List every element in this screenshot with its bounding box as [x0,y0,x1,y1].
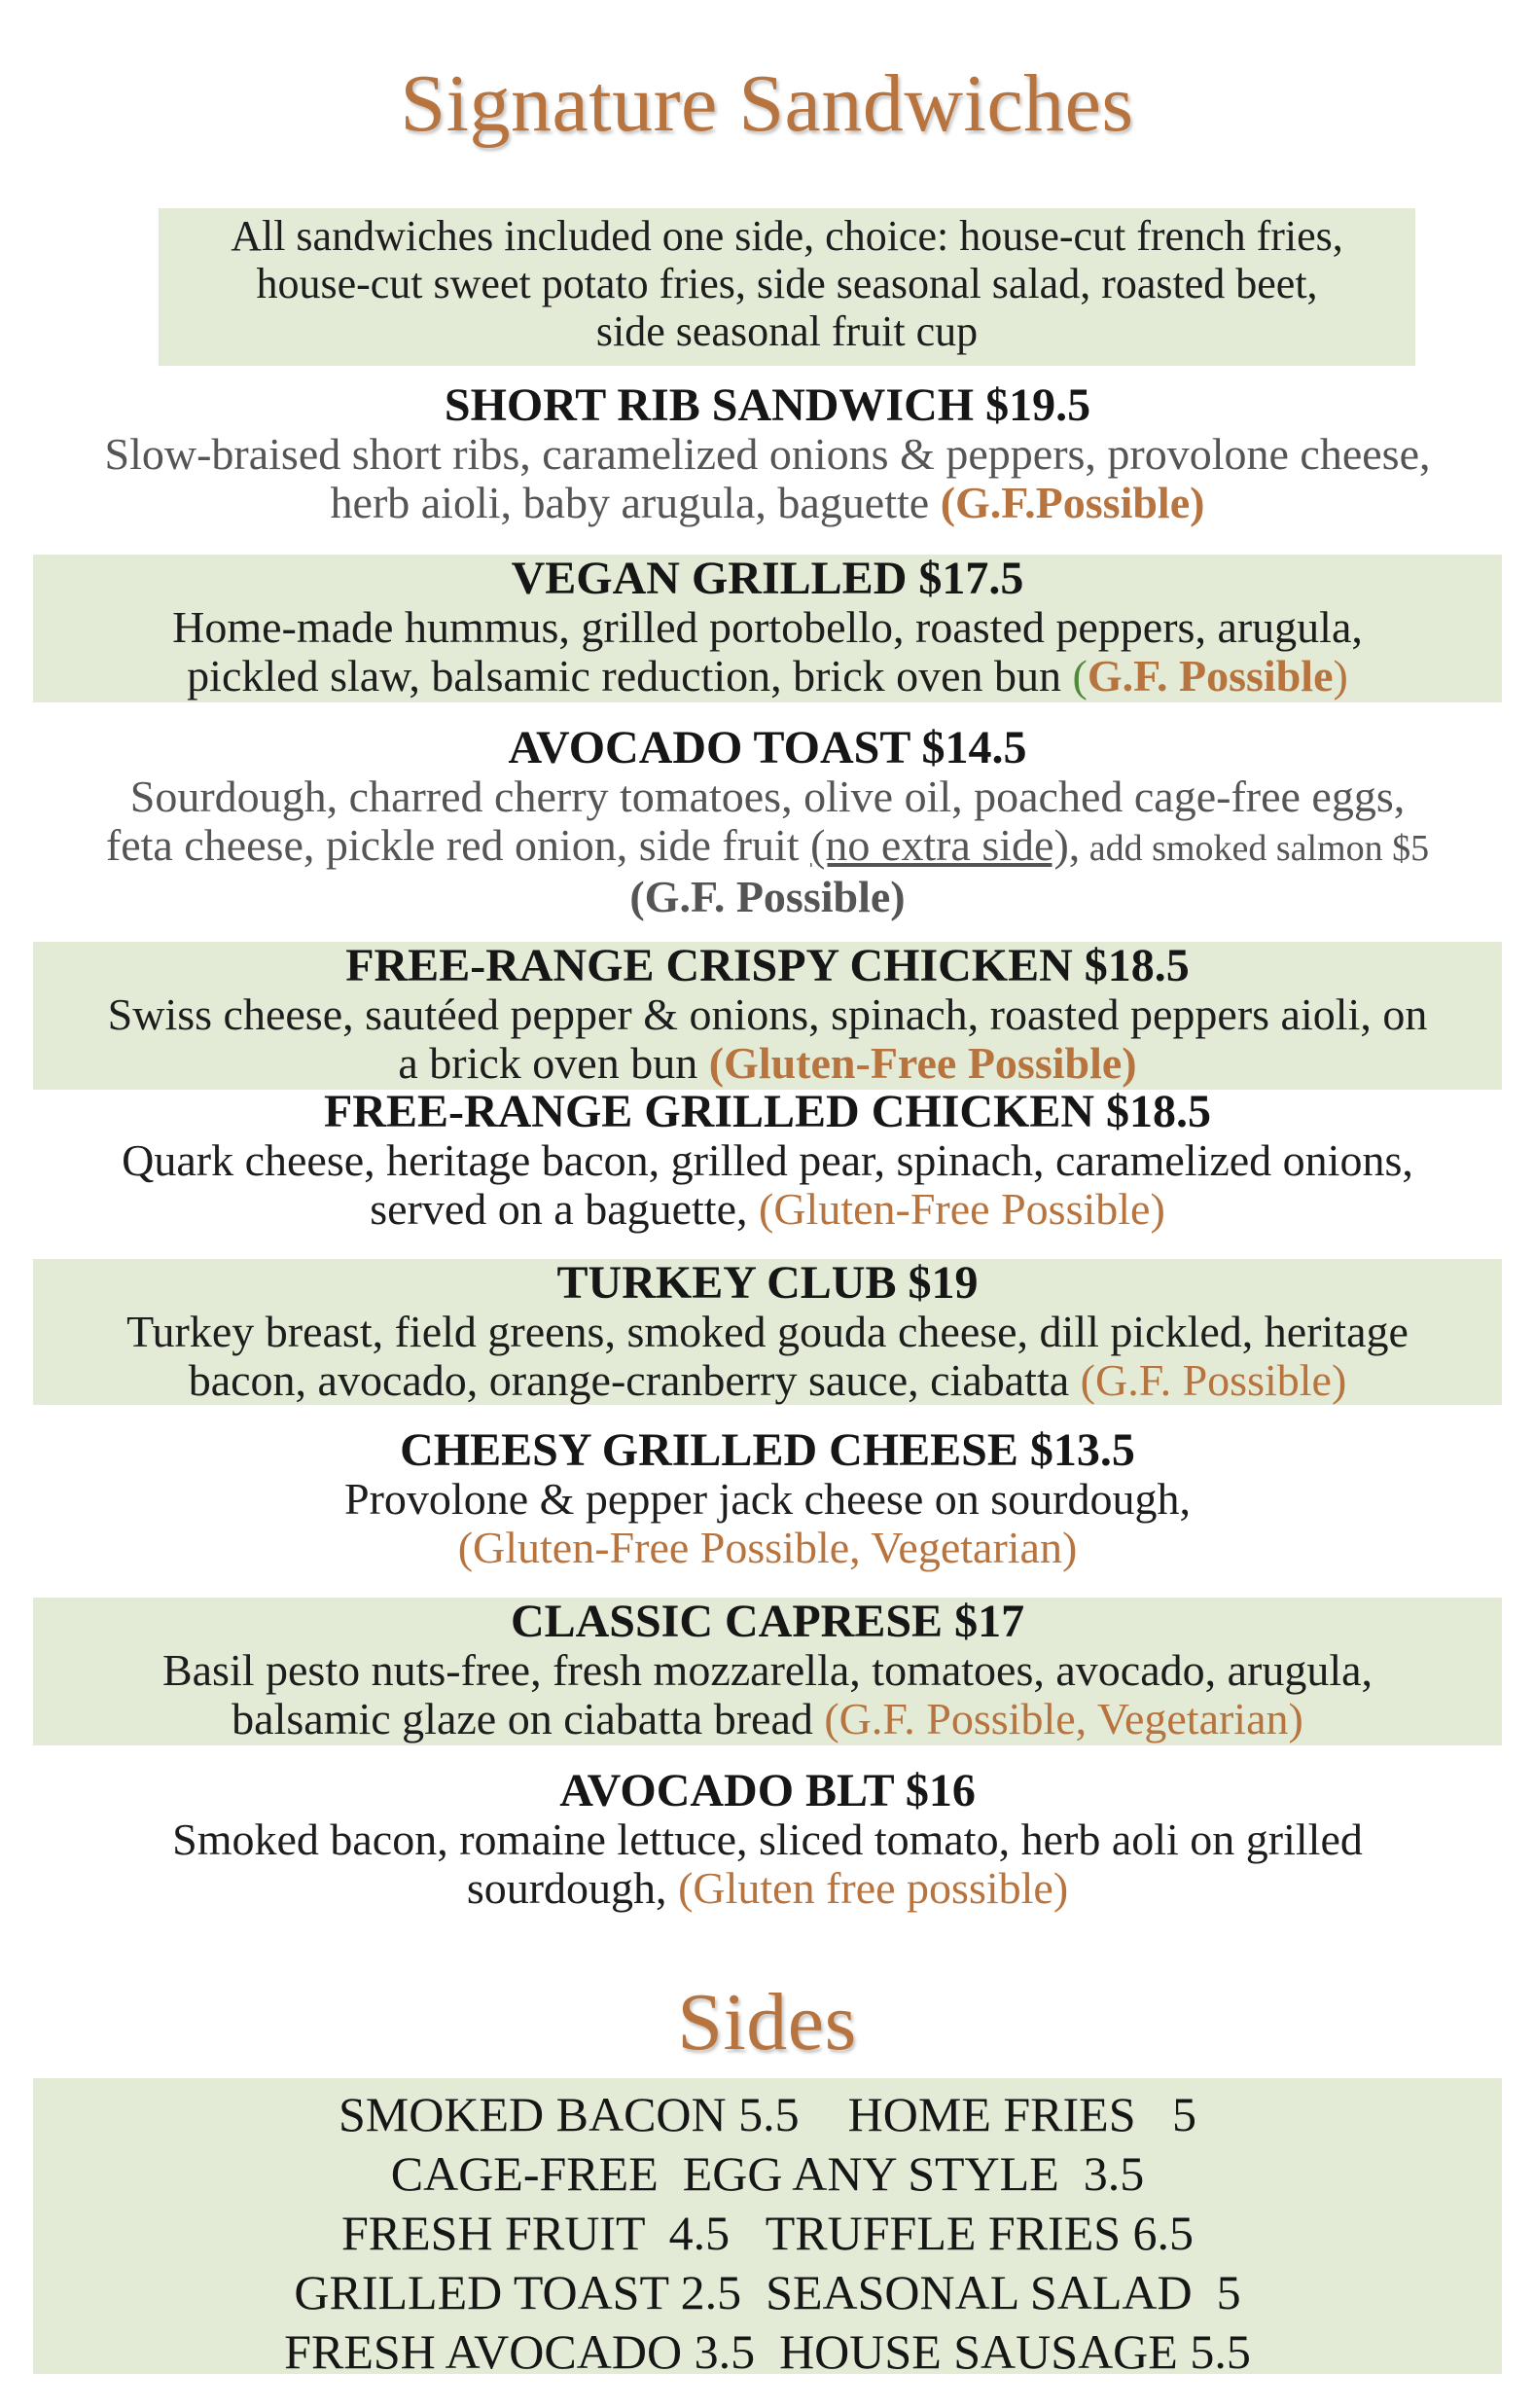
item-description: bacon, avocado, orange-cranberry sauce, ciabatta (G.F. Possible) [188,1355,1347,1405]
item-description: Turkey breast, field greens, smoked gouda cheese, dill pickled, heritage [126,1307,1409,1356]
item-description: Basil pesto nuts-free, fresh mozzarella, tomatoes, avocado, arugula, [161,1645,1373,1695]
item-title: AVOCADO BLT $16 [559,1765,976,1816]
item-title: FREE-RANGE CRISPY CHICKEN $18.5 [345,940,1190,991]
menu-item-cheesy-grilled-cheese [33,1426,1502,1574]
item-description: Provolone & pepper jack cheese on sourdough, [344,1474,1191,1524]
item-description: Sourdough, charred cherry tomatoes, olive oil, poached cage-free eggs, [129,772,1406,821]
item-description: balsamic glaze on ciabatta bread (G.F. Possible, Vegetarian) [232,1694,1303,1743]
item-title: CHEESY GRILLED CHEESE $13.5 [400,1424,1135,1476]
item-title: TURKEY CLUB $19 [556,1257,979,1309]
menu-item-avocado-toast [33,724,1502,924]
item-description: pickled slaw, balsamic reduction, brick oven bun (G.F. Possible) [187,651,1348,701]
item-description: Swiss cheese, sautéed pepper & onions, spinach, roasted peppers aioli, on [107,989,1428,1039]
gluten-free-note: (Gluten-Free Possible) [759,1184,1165,1234]
item-description: a brick oven bun (Gluten-Free Possible) [398,1038,1137,1088]
sides-row: GRILLED TOAST 2.5 SEASONAL SALAD 5 [294,2265,1241,2319]
item-description: Quark cheese, heritage bacon, grilled pear, spinach, caramelized onions, [122,1135,1413,1185]
gluten-free-note: (Gluten-Free Possible) [708,1038,1137,1088]
menu-item-turkey-club [33,1259,1502,1405]
gluten-free-note: (Gluten free possible) [678,1863,1069,1913]
item-description: served on a baguette, (Gluten-Free Possible) [370,1184,1165,1234]
note-line: house-cut sweet potato fries, side seasonal salad, roasted beet, [256,260,1318,307]
gluten-free-note: (G.F. Possible) [1080,1355,1347,1405]
item-title: VEGAN GRILLED $17.5 [511,553,1024,604]
item-title: AVOCADO TOAST $14.5 [508,722,1027,773]
sides-included-note [159,208,1415,366]
sides-row: SMOKED BACON 5.5 HOME FRIES 5 [338,2087,1197,2141]
gluten-free-note: (G.F. Possible) [629,872,906,921]
note-line: side seasonal fruit cup [595,307,979,355]
sides-list [33,2078,1502,2379]
item-description: sourdough, (Gluten free possible) [466,1863,1069,1913]
menu-item-classic-caprese [33,1598,1502,1745]
menu-item-avocado-blt [33,1767,1502,1915]
menu-item-crispy-chicken [33,942,1502,1090]
item-title: FREE-RANGE GRILLED CHICKEN $18.5 [323,1086,1212,1137]
gluten-free-note: G.F. Possible [1087,651,1334,701]
menu-item-vegan-grilled [33,555,1502,702]
item-description: herb aioli, baby arugula, baguette (G.F.Possible) [330,478,1205,527]
item-description: Smoked bacon, romaine lettuce, sliced tomato, herb aoli on grilled [172,1815,1363,1864]
item-title: CLASSIC CAPRESE $17 [510,1596,1025,1647]
sides-row: FRESH FRUIT 4.5 TRUFFLE FRIES 6.5 [340,2206,1195,2260]
gluten-free-note: (G.F. Possible, Vegetarian) [824,1694,1303,1743]
item-title: SHORT RIB SANDWICH $19.5 [444,379,1091,431]
menu-item-short-rib [33,381,1502,535]
sides-title: Sides [677,1977,857,2067]
item-description: Home-made hummus, grilled portobello, roasted peppers, arugula, [172,602,1363,652]
item-description: feta cheese, pickle red onion, side fruit (no extra side), add smoked salmon $5 [105,820,1430,870]
note-line: All sandwiches included one side, choice: house-cut french fries, [231,212,1343,260]
menu-item-grilled-chicken [33,1088,1502,1236]
sides-row: CAGE-FREE EGG ANY STYLE 3.5 [390,2146,1145,2201]
item-description: Slow-braised short ribs, caramelized onions & peppers, provolone cheese, [104,429,1431,479]
gluten-free-note: (Gluten-Free Possible, Vegetarian) [457,1523,1078,1572]
sides-row: FRESH AVOCADO 3.5 HOUSE SAUSAGE 5.5 [284,2324,1251,2379]
gluten-free-note: (G.F.Possible) [940,478,1205,527]
page-title: Signature Sandwiches [400,58,1134,149]
